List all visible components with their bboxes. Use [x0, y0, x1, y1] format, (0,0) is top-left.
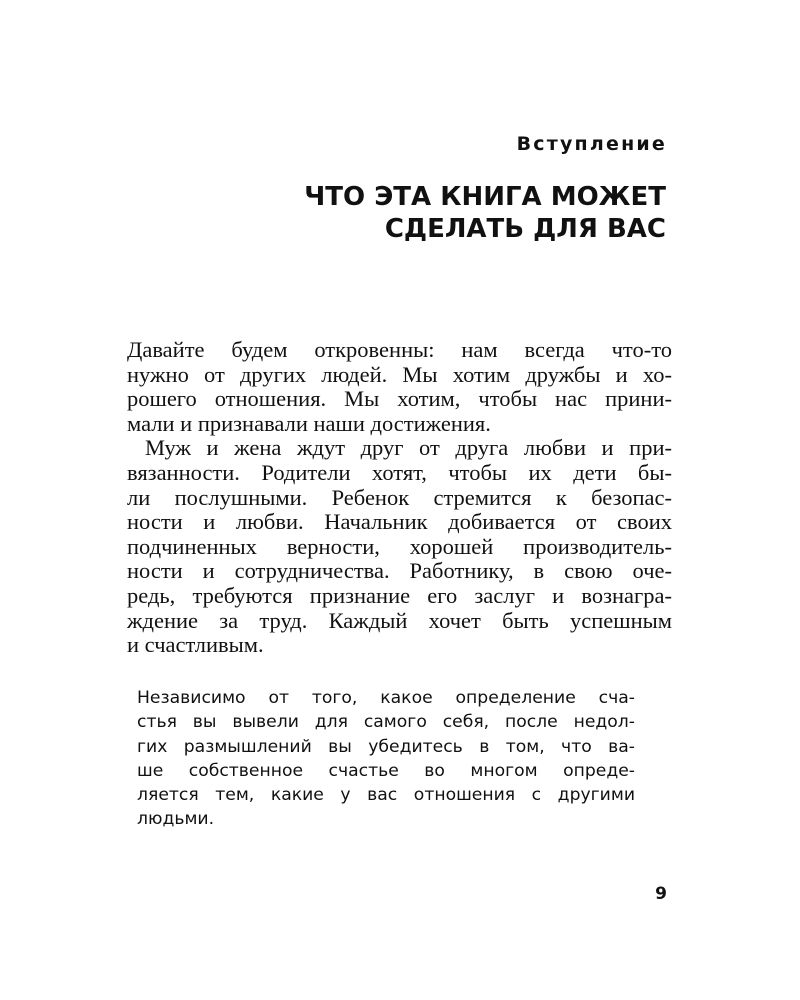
- body-line: редь, требуются признание его заслуг и вознагра-: [127, 582, 672, 608]
- body-line: мали и признавали наши достижения.: [127, 410, 491, 436]
- quote-line: людьми.: [137, 809, 215, 830]
- body-line: ждение за труд. Каждый хочет быть успешным: [127, 607, 672, 633]
- body-line: нужно от других людей. Мы хотим дружбы и хо-: [127, 361, 672, 387]
- chapter-title-line: СДЕЛАТЬ ДЛЯ ВАС: [384, 214, 666, 244]
- body-line: ности и сотрудничества. Работнику, в свою оче-: [127, 558, 672, 584]
- chapter-title-line: ЧТО ЭТА КНИГА МОЖЕТ: [304, 182, 666, 212]
- quote-line: гих размышлений вы убедитесь в том, что ва-: [137, 736, 635, 757]
- section-label: Вступление: [516, 133, 667, 155]
- highlight-quote: [137, 686, 635, 832]
- body-line: ности и любви. Начальник добивается от своих: [127, 509, 672, 535]
- body-line: рошего отношения. Мы хотим, чтобы нас прини-: [127, 386, 672, 412]
- quote-line: ше собственное счастье во многом опреде-: [137, 760, 635, 781]
- body-text: [127, 338, 672, 658]
- page-number: 9: [655, 884, 667, 904]
- body-line: ли послушными. Ребенок стремится к безопас-: [127, 484, 672, 510]
- body-line: Муж и жена ждут друг от друга любви и при-: [145, 435, 672, 461]
- quote-line: стья вы вывели для самого себя, после недол-: [137, 712, 635, 733]
- chapter-title: [304, 181, 666, 245]
- body-line: вязанности. Родители хотят, чтобы их дети бы-: [127, 459, 672, 485]
- quote-line: Независимо от того, какое определение сча-: [137, 688, 635, 708]
- quote-line: ляется тем, какие у вас отношения с другими: [137, 785, 635, 806]
- body-line: Давайте будем откровенны: нам всегда что-то: [127, 337, 672, 362]
- body-line: подчиненных верности, хорошей производитель-: [127, 533, 672, 559]
- body-line: и счастливым.: [127, 632, 264, 658]
